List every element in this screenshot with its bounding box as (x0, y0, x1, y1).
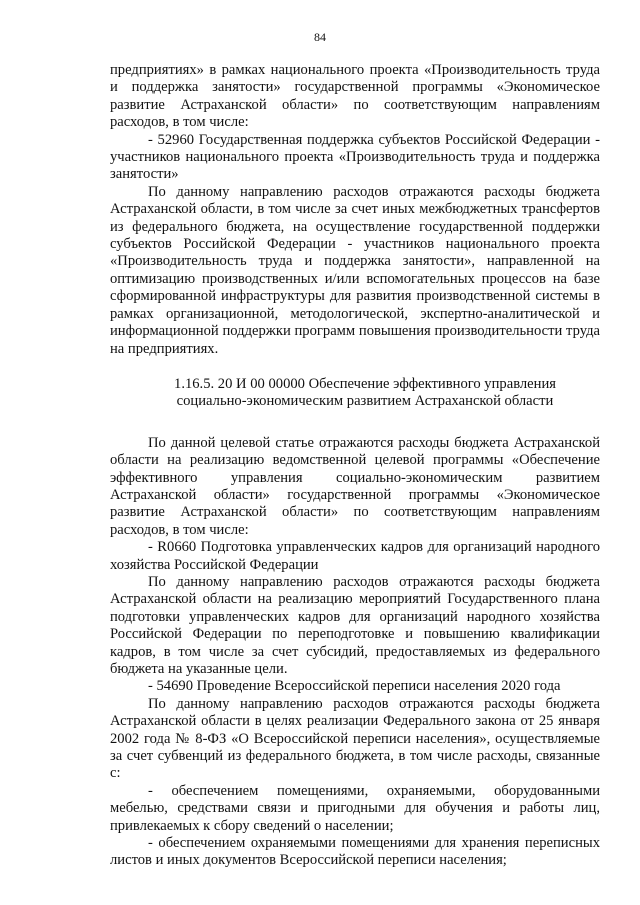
section-heading-line: 1.16.5. 20 И 00 00000 Обеспечение эффективного управления (174, 375, 556, 392)
paragraph: - обеспечением помещениями, охраняемыми, оборудованными мебелью, средствами связи и пригодными для обучения и работы лиц, привлекаемых к сбору сведений о населении; (110, 782, 600, 834)
document-body (110, 62, 600, 870)
section-heading-line: социально-экономическим развитием Астраханской области (176, 393, 554, 410)
paragraph: - 54690 Проведение Всероссийской переписи населения 2020 года (148, 678, 561, 695)
paragraph: - 52960 Государственная поддержка субъектов Российской Федерации - участников национального проекта «Производительность труда и поддержка занятости» (110, 131, 600, 183)
paragraph: - R0660 Подготовка управленческих кадров для организаций народного хозяйства Российской Федерации (110, 539, 600, 573)
paragraph: По данному направлению расходов отражаются расходы бюджета Астраханской области в целях реализации Федерального закона от 25 января 2002 года № 8-ФЗ «О Всероссийской переписи населения», осуществляемые за счет субвенций из федерального бюджета, в том числе расходы, связанные с: (110, 695, 600, 782)
paragraph: - обеспечением охраняемыми помещениями для хранения переписных листов и иных документов Всероссийской переписи населения; (110, 835, 600, 869)
page-number: 84 (314, 30, 326, 44)
paragraph: По данному направлению расходов отражаются расходы бюджета Астраханской области на реализацию мероприятий Государственного плана подготовки управленческих кадров для организаций народного хозяйства Российской Федерации по переподготовке и повышению квалификации кадров, в том числе за счет субсидий, предоставляемых из федерального бюджета на указанные цели. (110, 573, 600, 677)
paragraph: По данной целевой статье отражаются расходы бюджета Астраханской области на реализацию ведомственной целевой программы «Обеспечение эффективного управления социально-экономическим развитием Астраханской области» государственной программы «Экономическое развитие Астраханской области» по соответствующим направлениям расходов, в том числе: (110, 434, 600, 538)
section-heading (110, 376, 600, 411)
paragraph: По данному направлению расходов отражаются расходы бюджета Астраханской области, в том числе за счет иных межбюджетных трансфертов из федерального бюджета, на осуществление государственной поддержки субъектов Российской Федерации - участников национального проекта «Производительность труда и поддержка занятости», направленной на оптимизацию производственных и/или вспомогательных процессов на базе сформированной инфраструктуры для развития производственной системы в рамках организационной, методологической, экспертно-аналитической и информационной поддержки программ повышения производительности труда на предприятиях. (110, 183, 600, 357)
paragraph: предприятиях» в рамках национального проекта «Производительность труда и поддержка занятости» государственной программы «Экономическое развитие Астраханской области» по соответствующим направлениям расходов, в том числе: (110, 62, 600, 131)
